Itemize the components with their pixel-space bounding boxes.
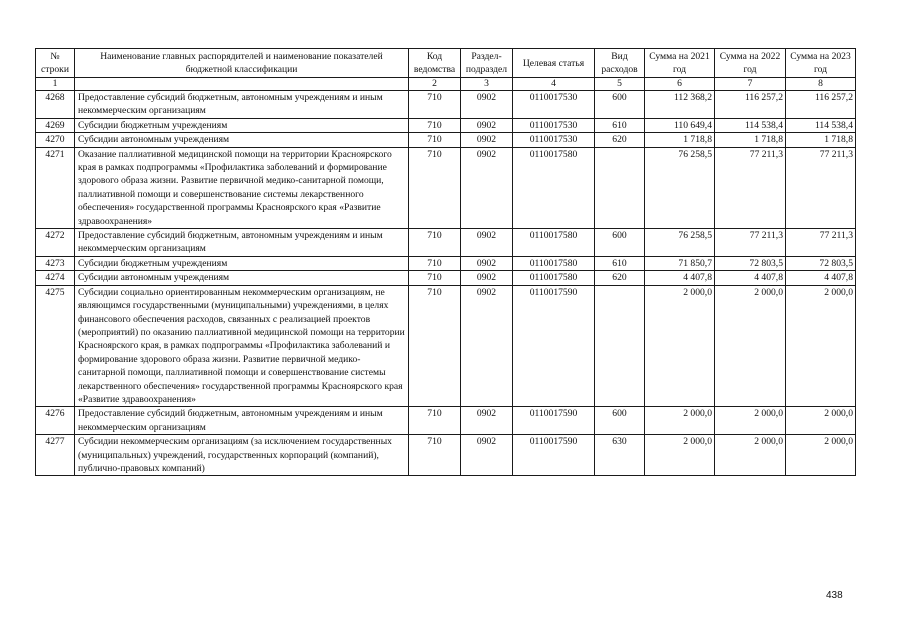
budget-sheet <box>35 48 855 476</box>
sum-2023: 72 803,5 <box>786 256 856 270</box>
sum-2023: 4 407,8 <box>786 271 856 285</box>
section-code: 0902 <box>461 118 513 132</box>
section-code: 0902 <box>461 147 513 228</box>
expense-type: 600 <box>595 407 645 435</box>
section-code: 0902 <box>461 271 513 285</box>
sum-2021: 110 649,4 <box>645 118 715 132</box>
section-code: 0902 <box>461 91 513 119</box>
row-number: 4270 <box>36 133 75 147</box>
sum-2022: 77 211,3 <box>715 229 786 257</box>
sum-2023: 116 257,2 <box>786 91 856 119</box>
sum-2022: 4 407,8 <box>715 271 786 285</box>
table-row <box>36 407 856 435</box>
table-header-row <box>36 49 856 78</box>
sum-2021: 2 000,0 <box>645 407 715 435</box>
table-row <box>36 118 856 132</box>
row-number: 4271 <box>36 147 75 228</box>
section-code: 0902 <box>461 133 513 147</box>
row-number: 4269 <box>36 118 75 132</box>
sum-2021: 76 258,5 <box>645 147 715 228</box>
item-name: Оказание паллиативной медицинской помощи на территории Красноярского края в рамках подпрограммы «Профилактика заболеваний и формирование здорового образа жизни. Развитие первичной медико-санитарной помощи, паллиативной помощи и совершенствование системы лекарственного обеспечения» государственной программы Красноярского края «Развитие здравоохранения» <box>75 147 409 228</box>
item-name: Субсидии социально ориентированным некоммерческим организациям, не являющимся государственными (муниципальными) учреждениями, в целях финансового обеспечения расходов, связанных с реализацией проектов (мероприятий) по оказанию паллиативной медицинской помощи на территории Красноярского края, в рамках подпрограммы «Профилактика заболеваний и формирование здорового образа жизни. Развитие первичной медико-санитарной помощи, паллиативной помощи и совершенствование системы лекарственного обеспечения» государственной программы Красноярского края «Развитие здравоохранения» <box>75 285 409 407</box>
sum-2023: 2 000,0 <box>786 285 856 407</box>
header-target-article: Целевая статья <box>513 49 595 78</box>
department-code: 710 <box>409 271 461 285</box>
column-number: 7 <box>715 78 786 91</box>
sum-2021: 2 000,0 <box>645 285 715 407</box>
item-name: Субсидии автономным учреждениям <box>75 133 409 147</box>
table-row <box>36 285 856 407</box>
target-article: 0110017590 <box>513 407 595 435</box>
sum-2022: 2 000,0 <box>715 407 786 435</box>
sum-2023: 77 211,3 <box>786 229 856 257</box>
target-article: 0110017590 <box>513 285 595 407</box>
department-code: 710 <box>409 229 461 257</box>
item-name: Предоставление субсидий бюджетным, автономным учреждениям и иным некоммерческим организациям <box>75 407 409 435</box>
item-name: Субсидии некоммерческим организациям (за исключением государственных (муниципальных) учреждений, государственных корпораций (компаний), публично-правовых компаний) <box>75 435 409 476</box>
header-sum-2023: Сумма на 2023 год <box>786 49 856 78</box>
expense-type: 600 <box>595 229 645 257</box>
expense-type <box>595 147 645 228</box>
table-row <box>36 229 856 257</box>
department-code: 710 <box>409 435 461 476</box>
sum-2022: 2 000,0 <box>715 285 786 407</box>
table-row <box>36 147 856 228</box>
expense-type: 610 <box>595 256 645 270</box>
table-row <box>36 256 856 270</box>
header-row-number: № строки <box>36 49 75 78</box>
sum-2022: 114 538,4 <box>715 118 786 132</box>
header-sum-2022: Сумма на 2022 год <box>715 49 786 78</box>
page-number: 438 <box>826 590 843 601</box>
section-code: 0902 <box>461 229 513 257</box>
sum-2021: 1 718,8 <box>645 133 715 147</box>
sum-2023: 114 538,4 <box>786 118 856 132</box>
header-expense-type: Вид расходов <box>595 49 645 78</box>
expense-type: 600 <box>595 91 645 119</box>
sum-2022: 77 211,3 <box>715 147 786 228</box>
sum-2021: 4 407,8 <box>645 271 715 285</box>
row-number: 4272 <box>36 229 75 257</box>
sum-2023: 2 000,0 <box>786 407 856 435</box>
target-article: 0110017590 <box>513 435 595 476</box>
table-row <box>36 435 856 476</box>
target-article: 0110017580 <box>513 229 595 257</box>
department-code: 710 <box>409 118 461 132</box>
sum-2023: 77 211,3 <box>786 147 856 228</box>
item-name: Субсидии автономным учреждениям <box>75 271 409 285</box>
section-code: 0902 <box>461 435 513 476</box>
row-number: 4274 <box>36 271 75 285</box>
row-number: 4275 <box>36 285 75 407</box>
expense-type: 630 <box>595 435 645 476</box>
department-code: 710 <box>409 407 461 435</box>
target-article: 0110017530 <box>513 118 595 132</box>
row-number: 4276 <box>36 407 75 435</box>
header-section: Раздел-подраздел <box>461 49 513 78</box>
target-article: 0110017580 <box>513 256 595 270</box>
item-name: Субсидии бюджетным учреждениям <box>75 256 409 270</box>
sum-2022: 1 718,8 <box>715 133 786 147</box>
sum-2022: 72 803,5 <box>715 256 786 270</box>
item-name: Предоставление субсидий бюджетным, автономным учреждениям и иным некоммерческим организациям <box>75 229 409 257</box>
table-row <box>36 133 856 147</box>
sum-2021: 71 850,7 <box>645 256 715 270</box>
column-number: 4 <box>513 78 595 91</box>
section-code: 0902 <box>461 256 513 270</box>
table-row <box>36 91 856 119</box>
header-department-code: Код ведомства <box>409 49 461 78</box>
sum-2021: 76 258,5 <box>645 229 715 257</box>
row-number: 4277 <box>36 435 75 476</box>
sum-2022: 2 000,0 <box>715 435 786 476</box>
column-number: 2 <box>409 78 461 91</box>
table-row <box>36 271 856 285</box>
department-code: 710 <box>409 147 461 228</box>
expense-type: 620 <box>595 133 645 147</box>
department-code: 710 <box>409 133 461 147</box>
row-number: 4273 <box>36 256 75 270</box>
row-number: 4268 <box>36 91 75 119</box>
target-article: 0110017580 <box>513 271 595 285</box>
budget-table <box>35 48 856 476</box>
sum-2022: 116 257,2 <box>715 91 786 119</box>
column-number: 1 <box>36 78 75 91</box>
department-code: 710 <box>409 285 461 407</box>
department-code: 710 <box>409 256 461 270</box>
sum-2021: 112 368,2 <box>645 91 715 119</box>
department-code: 710 <box>409 91 461 119</box>
column-number: 5 <box>595 78 645 91</box>
column-number-row <box>36 78 856 91</box>
section-code: 0902 <box>461 285 513 407</box>
column-number: 3 <box>461 78 513 91</box>
target-article: 0110017530 <box>513 91 595 119</box>
item-name: Предоставление субсидий бюджетным, автономным учреждениям и иным некоммерческим организациям <box>75 91 409 119</box>
column-number: 8 <box>786 78 856 91</box>
column-number <box>75 78 409 91</box>
section-code: 0902 <box>461 407 513 435</box>
target-article: 0110017580 <box>513 147 595 228</box>
sum-2023: 2 000,0 <box>786 435 856 476</box>
sum-2021: 2 000,0 <box>645 435 715 476</box>
item-name: Субсидии бюджетным учреждениям <box>75 118 409 132</box>
header-name: Наименование главных распорядителей и наименование показателей бюджетной классификации <box>75 49 409 78</box>
header-sum-2021: Сумма на 2021 год <box>645 49 715 78</box>
target-article: 0110017530 <box>513 133 595 147</box>
expense-type: 610 <box>595 118 645 132</box>
expense-type <box>595 285 645 407</box>
expense-type: 620 <box>595 271 645 285</box>
column-number: 6 <box>645 78 715 91</box>
sum-2023: 1 718,8 <box>786 133 856 147</box>
